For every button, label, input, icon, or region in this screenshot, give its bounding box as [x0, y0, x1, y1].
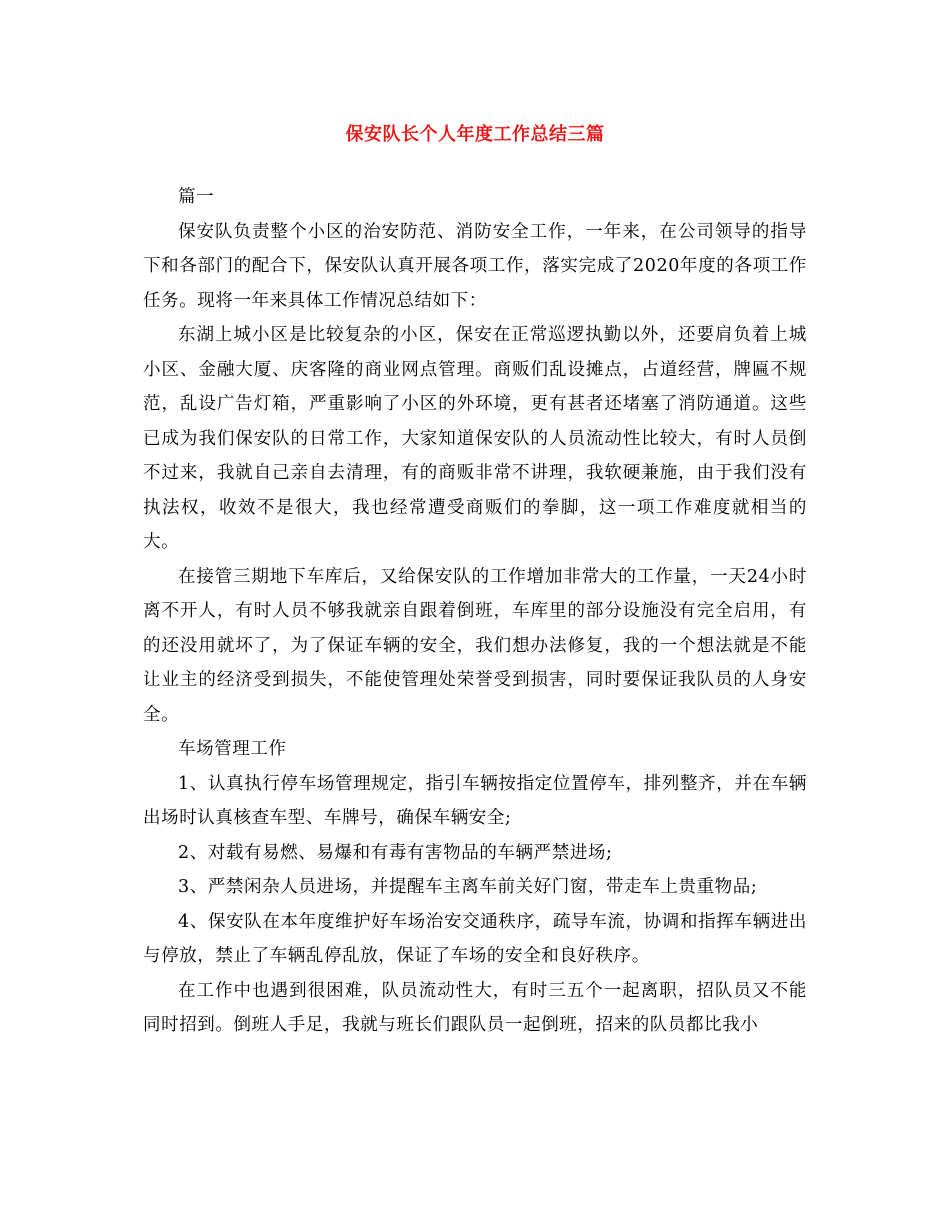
document-title: 保安队长个人年度工作总结三篇	[345, 124, 605, 145]
paragraph: 东湖上城小区是比较复杂的小区，保安在正常巡逻执勤以外，还要肩负着上城小区、金融大厦、庆客隆的商业网点管理。商贩们乱设摊点，占道经营，牌匾不规范，乱设广告灯箱，严重影响了小区的外环境，更有甚者还堵塞了消防通道。这些已成为我们保安队的日常工作，大家知道保安队的人员流动性比较大，有时人员倒不过来，我就自己亲自去清理，有的商贩非常不讲理，我软硬兼施，由于我们没有执法权，收效不是很大，我也经常遭受商贩们的拳脚，这一项工作难度就相当的大。	[143, 325, 807, 552]
list-item: 4、保安队在本年度维护好车场治安交通秩序，疏导车流，协调和指挥车辆进出与停放，禁止了车辆乱停乱放，保证了车场的安全和良好秩序。	[143, 911, 807, 966]
list-item: 2、对载有易燃、易爆和有毒有害物品的车辆严禁进场;	[178, 842, 613, 863]
document-page	[143, 120, 807, 1043]
paragraph: 在接管三期地下车库后，又给保安队的工作增加非常大的工作量，一天24小时离不开人，有时人员不够我就亲自跟着倒班，车库里的部分设施没有完全启用，有的还没用就坏了，为了保证车辆的安全，我们想办法修复，我的一个想法就是不能让业主的经济受到损失，不能使管理处荣誉受到损害，同时要保证我队员的人身安全。	[143, 566, 807, 725]
paragraph: 保安队负责整个小区的治安防范、消防安全工作，一年来，在公司领导的指导下和各部门的配合下，保安队认真开展各项工作，落实完成了2020年度的各项工作任务。现将一年来具体工作情况总结如下：	[143, 221, 807, 311]
paragraph: 在工作中也遇到很困难，队员流动性大，有时三五个一起离职，招队员又不能同时招到。倒班人手足，我就与班长们跟队员一起倒班，招来的队员都比我小	[143, 980, 807, 1035]
paragraph: 篇一	[178, 187, 215, 207]
section-heading: 车场管理工作	[178, 739, 287, 759]
list-item: 3、严禁闲杂人员进场，并提醒车主离车前关好门窗，带走车上贵重物品;	[178, 877, 758, 897]
list-item: 1、认真执行停车场管理规定，指引车辆按指定位置停车，排列整齐，并在车辆出场时认真核查车型、车牌号，确保车辆安全;	[143, 773, 807, 828]
